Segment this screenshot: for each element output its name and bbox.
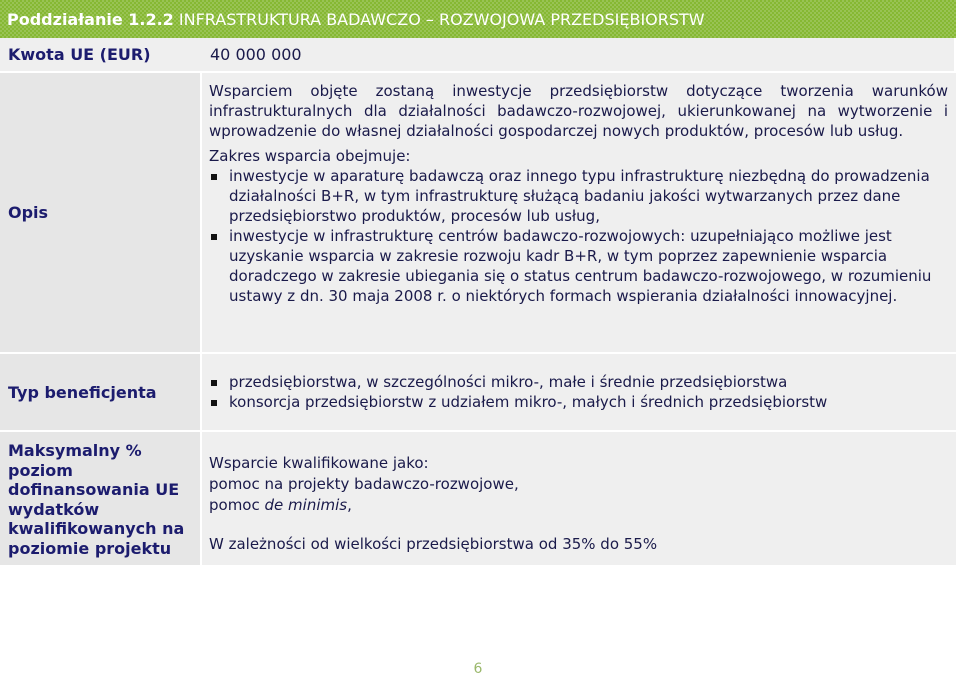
label-typ-beneficjenta: Typ beneficjenta [0,354,200,430]
maks-line-2: pomoc na projekty badawczo-rozwojowe, [209,475,519,493]
label-opis: Opis [0,73,200,352]
typ-item-1: przedsiębiorstwa, w szczególności mikro-, małe i średnie przedsiębiorstwa [229,373,788,391]
list-item [209,226,948,306]
bullet-square-icon [211,174,217,180]
list-item [209,166,948,226]
maks-line-3-italic: de minimis [264,496,348,514]
list-item [209,392,948,412]
label-kwota: Kwota UE (EUR) [0,38,200,71]
value-opis [202,73,956,352]
page-number: 6 [473,661,483,677]
maks-line-3 [209,495,948,516]
section-header [0,0,956,38]
maks-line-3-prefix: pomoc [209,496,265,514]
section-title [7,10,705,29]
bullet-square-icon [211,380,217,386]
section-title-text: INFRASTRUKTURA BADAWCZO – ROZWOJOWA PRZEDSIĘBIORSTW [178,10,705,29]
maks-line-3-suffix: , [347,496,352,514]
row-kwota [0,38,956,71]
row-opis [0,73,956,352]
list-item [209,372,948,392]
bullet-square-icon [211,400,217,406]
maks-line-4: W zależności od wielkości przedsiębiorstwa od 35% do 55% [209,535,658,553]
opis-scope-heading: Zakres wsparcia obejmuje: [209,147,411,165]
label-maksymalny-poziom: Maksymalny % poziom dofinansowania UE wydatków kwalifikowanych na poziomie projektu [0,432,200,565]
section-prefix: Poddziałanie 1.2.2 [7,10,174,29]
opis-intro: Wsparciem objęte zostaną inwestycje przedsiębiorstw dotyczące tworzenia warunków infrastrukturalnych dla działalności badawczo-rozwojowej, ukierunkowanej na wytworzenie i wprowadzenie do własnej działalności gospodarczej nowych produktów, procesów lub usług. [209,82,948,140]
maks-line-1: Wsparcie kwalifikowane jako: [209,454,429,472]
typ-item-2: konsorcja przedsiębiorstw z udziałem mikro-, małych i średnich przedsiębiorstw [229,393,828,411]
opis-item-1: inwestycje w aparaturę badawczą oraz innego typu infrastrukturę niezbędną do prowadzenia działalności B+R, w tym infrastrukturę służącą badaniu jakości wytwarzanych przez dane przedsiębiorstwo produktów, procesów lub usług, [229,167,930,225]
value-kwota [200,38,954,71]
bullet-square-icon [211,234,217,240]
value-maksymalny-poziom [202,432,956,565]
row-maksymalny-poziom [0,432,956,565]
value-typ-beneficjenta [202,354,956,430]
kwota-amount: 40 000 000 [210,45,302,64]
opis-item-2: inwestycje w infrastrukturę centrów badawczo-rozwojowych: uzupełniająco możliwe jest uzyskanie wsparcia w zakresie rozwoju kadr B+R, w tym poprzez zapewnienie wsparcia doradczego w zakresie ubiegania się o status centrum badawczo-rozwojowego, w rozumieniu ustawy z dn. 30 maja 2008 r. o niektórych formach wspierania działalności innowacyjnej. [229,227,932,305]
row-typ-beneficjenta [0,354,956,430]
